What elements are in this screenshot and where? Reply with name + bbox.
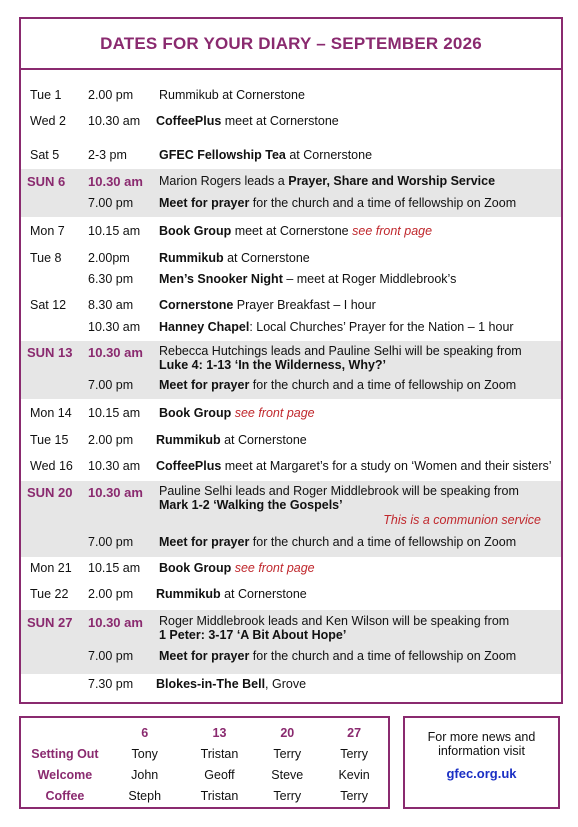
rota-cell: Tristan [200,746,239,761]
event-day: Tue 15 [30,433,69,447]
event-row [21,147,561,169]
event-row [21,250,561,272]
event-day: Tue 1 [30,88,62,102]
event-time: 2.00 pm [88,88,134,102]
event-time: 2.00 pm [88,587,134,601]
event-desc: Book Group see front page [159,406,315,420]
rota-table [25,722,388,806]
event-desc: Roger Middlebrook leads and Ken Wilson will be speaking from 1 Peter: 3-17 ‘A Bit About Hope’ [159,614,510,642]
event-row [21,676,561,698]
event-day: Tue 8 [30,251,62,265]
sunday-block [21,341,561,399]
rota-row [25,785,388,806]
event-time: 7.30 pm [88,677,134,691]
event-desc: Meet for prayer for the church and a time of fellowship on Zoom [159,378,517,392]
event-row [21,432,561,454]
event-time: 2-3 pm [88,148,127,162]
rota-label: Setting Out [31,746,99,761]
event-desc: Meet for prayer for the church and a time of fellowship on Zoom [159,196,517,210]
rota-label: Coffee [45,788,85,803]
event-time: 10.30 am [88,320,141,334]
event-day: Tue 22 [30,587,69,601]
event-time: 10.15 am [88,406,141,420]
rota-date: 13 [212,725,227,740]
event-time: 6.30 pm [88,272,134,286]
rota-row [25,743,388,764]
rota-cell: John [131,767,159,782]
event-day: SUN 6 [27,174,66,189]
event-desc: Cornerstone Prayer Breakfast – I hour [159,298,376,312]
rota-date: 27 [347,725,362,740]
event-day: Wed 2 [30,114,66,128]
event-time: 10.30 am [88,485,143,500]
event-time: 10.15 am [88,224,141,238]
diary-frame [19,17,563,704]
event-row [21,223,561,245]
event-time: 7.00 pm [88,535,134,549]
event-desc: Meet for prayer for the church and a time of fellowship on Zoom [159,535,517,549]
event-desc: Book Group meet at Cornerstone see front page [159,224,433,238]
rota-cell: Steve [271,767,304,782]
communion-note: This is a communion service [383,513,541,527]
rota-cell: Terry [273,746,302,761]
event-row [21,87,561,109]
event-row [21,560,561,582]
rota-label: Welcome [37,767,93,782]
event-desc: Hanney Chapel: Local Churches’ Prayer for the Nation – 1 hour [159,320,514,334]
website-link[interactable]: gfec.org.uk [446,766,517,781]
rota-header-row [25,722,388,743]
sunday-block [21,481,561,557]
rota-cell: Tristan [200,788,239,803]
event-time: 8.30 am [88,298,134,312]
page-title: DATES FOR YOUR DIARY – SEPTEMBER 2026 [100,33,482,53]
event-time: 10.15 am [88,561,141,575]
event-time: 10.30 am [88,345,143,360]
event-day: Mon 7 [30,224,65,238]
event-row [21,319,561,341]
event-desc: Rummikub at Cornerstone [156,433,307,447]
sunday-block [21,169,561,217]
rota-cell: Terry [340,746,368,761]
event-row [21,113,561,135]
event-desc: Book Group see front page [159,561,315,575]
event-row [21,405,561,427]
rota-date: 6 [141,725,149,740]
event-desc: Rummikub at Cornerstone [156,587,307,601]
event-day: Sat 12 [30,298,67,312]
event-time: 2.00pm [88,251,130,265]
event-desc: Marion Rogers leads a Prayer, Share and Worship Service [159,174,496,188]
rota-cell: Terry [273,788,302,803]
event-time: 7.00 pm [88,649,134,663]
rota-cell: Terry [340,788,368,803]
event-desc: Rummikub at Cornerstone [159,88,305,102]
rota-box [19,716,390,809]
event-row [21,458,561,480]
event-desc: Rebecca Hutchings leads and Pauline Selhi will be speaking from Luke 4: 1-13 ‘In the Wilderness, Why?’ [159,344,522,372]
event-day: Mon 14 [30,406,72,420]
sunday-block [21,610,561,674]
event-day: Mon 21 [30,561,72,575]
info-text: For more news and information visit [427,730,536,758]
event-desc: Pauline Selhi leads and Roger Middlebrook will be speaking from Mark 1-2 ‘Walking the Gospels’ [159,484,519,512]
event-time: 2.00 pm [88,433,134,447]
event-time: 7.00 pm [88,378,134,392]
event-desc: Blokes-in-The Bell, Grove [156,677,307,691]
event-time: 10.30 am [88,174,143,189]
rota-cell: Kevin [338,767,370,782]
rota-cell: Steph [128,788,162,803]
rota-cell: Geoff [204,767,235,782]
rota-date: 20 [280,725,295,740]
event-desc: GFEC Fellowship Tea at Cornerstone [159,148,373,162]
event-time: 7.00 pm [88,196,134,210]
event-desc: CoffeePlus meet at Cornerstone [156,114,339,128]
event-day: Wed 16 [30,459,73,473]
event-desc: Rummikub at Cornerstone [159,251,310,265]
event-desc: CoffeePlus meet at Margaret’s for a study on ‘Women and their sisters’ [156,459,552,473]
info-box [403,716,560,809]
event-day: SUN 13 [27,345,73,360]
event-day: SUN 20 [27,485,73,500]
rota-cell: Tony [131,746,158,761]
event-time: 10.30 am [88,459,141,473]
event-day: SUN 27 [27,615,73,630]
event-day: Sat 5 [30,148,60,162]
event-row [21,297,561,319]
event-desc: Men’s Snooker Night – meet at Roger Middlebrook’s [159,272,457,286]
event-desc: Meet for prayer for the church and a time of fellowship on Zoom [159,649,517,663]
event-time: 10.30 am [88,615,143,630]
diary-header [21,19,561,70]
event-row [21,586,561,608]
event-time: 10.30 am [88,114,141,128]
event-row [21,271,561,293]
rota-row [25,764,388,785]
